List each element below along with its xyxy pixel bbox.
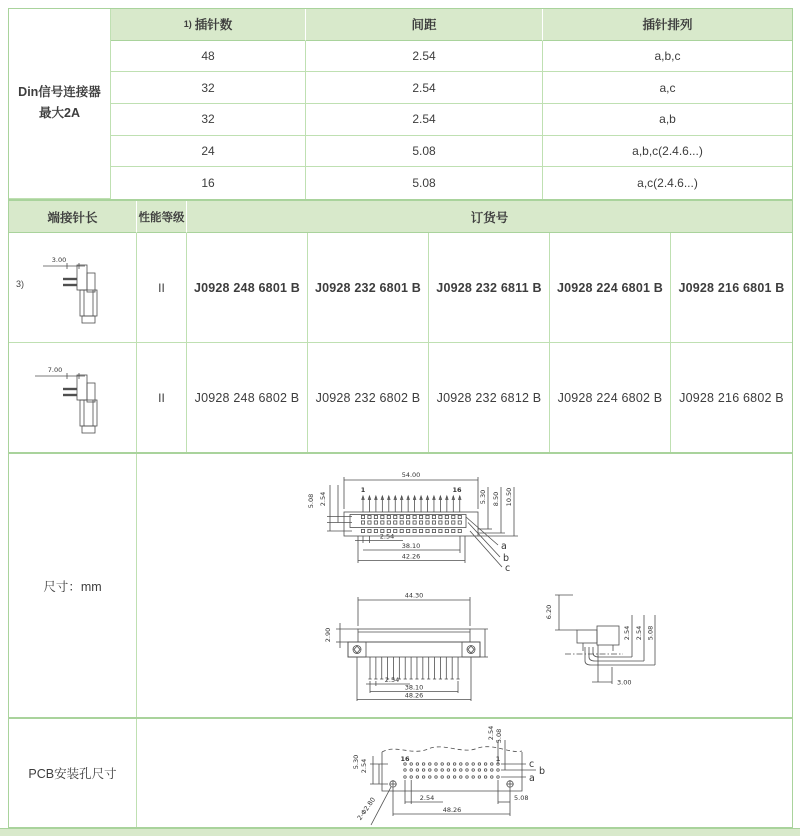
spec-pins-1: 32 (111, 72, 306, 104)
order-number-1-3: J0928 232 6811 B (429, 233, 550, 343)
svg-text:2.54: 2.54 (487, 725, 495, 741)
svg-text:a: a (501, 541, 507, 552)
connector-top-view-drawing (305, 455, 540, 580)
spec-pins-2: 32 (111, 104, 306, 136)
spec-pitch-3: 5.08 (306, 136, 543, 168)
svg-text:5.08: 5.08 (495, 728, 503, 744)
pin-length-3mm-drawing (23, 245, 123, 330)
svg-text:2.54: 2.54 (379, 532, 395, 541)
svg-text:7.00: 7.00 (47, 366, 62, 374)
svg-text:c: c (529, 759, 535, 770)
svg-text:1: 1 (360, 486, 366, 494)
pin-length-drawing-cell-1 (9, 233, 137, 343)
svg-text:42.26: 42.26 (401, 552, 421, 561)
order-table (8, 200, 793, 453)
bottom-accent-bar (0, 828, 800, 836)
header-grade: 性能等级 (137, 201, 187, 233)
svg-text:48.26: 48.26 (442, 806, 462, 814)
spec-arr-3: a,b,c(2.4.6...) (543, 136, 792, 168)
svg-text:5.08: 5.08 (646, 625, 655, 641)
spec-pitch-2: 2.54 (306, 104, 543, 136)
svg-text:6.20: 6.20 (545, 604, 553, 620)
spec-pitch-4: 5.08 (306, 167, 543, 199)
order-number-2-5: J0928 216 6802 B (679, 390, 784, 405)
spec-pins-0: 48 (111, 41, 306, 73)
connector-side-view-drawing (543, 585, 673, 700)
grade-cell-1: II (137, 233, 187, 343)
pin-length-drawing-cell-2 (9, 343, 137, 452)
pcb-label: PCB安装孔尺寸 (9, 719, 137, 827)
svg-text:5.30: 5.30 (479, 489, 487, 505)
order-number-2-1: J0928 248 6802 B (187, 343, 308, 452)
spec-pitch-1: 2.54 (306, 72, 543, 104)
svg-text:2.54: 2.54 (384, 676, 400, 684)
spec-arr-4: a,c(2.4.6...) (637, 176, 698, 191)
svg-text:38.10: 38.10 (401, 542, 421, 550)
order-number-2-3: J0928 232 6812 B (429, 343, 550, 452)
svg-text:8.50: 8.50 (492, 491, 500, 507)
svg-text:2.54: 2.54 (623, 625, 631, 641)
header-pitch: 间距 (306, 9, 543, 41)
header-pin-length: 端接针长 (9, 201, 137, 233)
svg-text:1: 1 (495, 755, 501, 763)
svg-text:2.54: 2.54 (360, 758, 368, 774)
svg-text:2.54: 2.54 (319, 491, 327, 507)
svg-text:c: c (505, 563, 511, 574)
svg-text:54.00: 54.00 (401, 471, 421, 479)
svg-text:10.50: 10.50 (505, 487, 513, 507)
connector-front-view-drawing (322, 585, 517, 703)
order-number-1-1: J0928 248 6801 B (187, 233, 308, 343)
svg-text:48.26: 48.26 (404, 691, 424, 700)
header-order-number: 订货号 (187, 201, 792, 233)
svg-text:44.30: 44.30 (404, 591, 424, 600)
pcb-hole-pattern-drawing (348, 722, 548, 828)
dimensions-label: 尺寸：mm (9, 454, 137, 717)
spec-arr-1: a,c (543, 72, 792, 104)
header-arrangement: 插针排列 (543, 9, 792, 41)
svg-text:b: b (503, 553, 510, 564)
order-number-1-2: J0928 232 6801 B (308, 233, 429, 343)
svg-text:2.90: 2.90 (324, 627, 332, 643)
svg-text:2.54: 2.54 (635, 625, 643, 641)
svg-text:b: b (539, 766, 546, 777)
footnote-marker-1: 1) (183, 19, 192, 30)
order-number-1-4: J0928 224 6801 B (550, 233, 671, 343)
svg-text:3.00: 3.00 (51, 256, 66, 264)
spec-table (8, 8, 793, 200)
spec-arr-0: a,b,c (543, 41, 792, 73)
svg-text:38.10: 38.10 (404, 683, 424, 692)
svg-text:5.30: 5.30 (352, 754, 360, 770)
svg-text:a: a (529, 773, 535, 784)
svg-text:3.00: 3.00 (617, 678, 632, 687)
footnote-marker-3: 3) (16, 278, 25, 289)
svg-text:2.54: 2.54 (419, 794, 435, 802)
order-number-1-5: J0928 216 6801 B (671, 233, 792, 343)
spec-pins-4: 16 (111, 167, 306, 199)
spec-pitch-0: 2.54 (306, 41, 543, 73)
pin-length-7mm-drawing (23, 355, 123, 440)
product-rating: 最大2A (39, 106, 80, 121)
svg-text:16: 16 (452, 486, 462, 494)
spec-pins-3: 24 (111, 136, 306, 168)
spec-arr-2: a,b (543, 104, 792, 136)
order-number-2-2: J0928 232 6802 B (308, 343, 429, 452)
grade-cell-2: II (137, 343, 187, 452)
svg-text:16: 16 (400, 755, 410, 763)
product-label-cell (9, 9, 111, 199)
svg-text:2-Φ2.80: 2-Φ2.80 (355, 795, 378, 822)
header-pin-count: 1) 插针数 (111, 9, 306, 41)
svg-text:5.08: 5.08 (307, 493, 315, 509)
svg-text:5.08: 5.08 (514, 794, 529, 802)
order-number-2-4: J0928 224 6802 B (550, 343, 671, 452)
product-name: Din信号连接器 (18, 85, 101, 100)
